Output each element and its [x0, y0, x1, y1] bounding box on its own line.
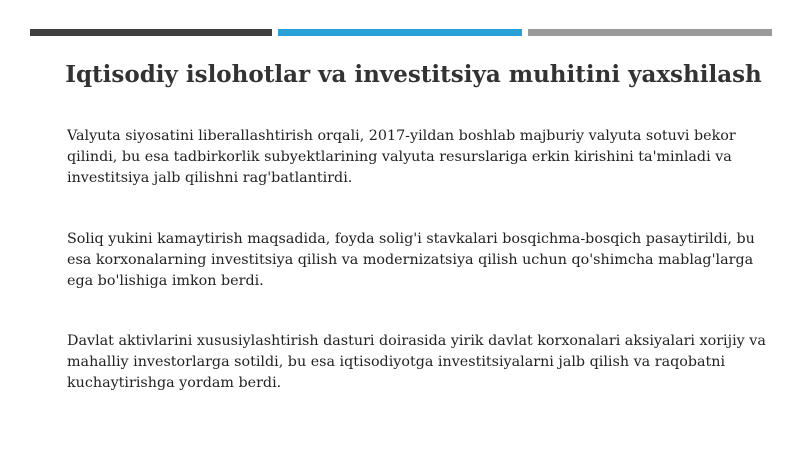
- paragraph-privatization: Davlat aktivlarini xususiylashtirish dasturi doirasida yirik davlat korxonalari aksiyalari xorijiy va mahalliy investorlarga sotildi, bu esa iqtisodiyotga investitsiyalarni jalb qilish va raqobatni kuchaytirishga yordam berdi.: [67, 333, 766, 391]
- top-accent-bar-gray: [528, 29, 772, 36]
- top-accent-bar-dark: [30, 29, 272, 36]
- paragraph-tax-burden: Soliq yukini kamaytirish maqsadida, foyda solig'i stavkalari bosqichma-bosqich pasaytirildi, bu esa korxonalarning investitsiya qilish va modernizatsiya qilish uchun qo'shimcha mablag'larga ega bo'lishiga imkon berdi.: [67, 231, 755, 289]
- paragraph-currency-policy: Valyuta siyosatini liberallashtirish orqali, 2017-yildan boshlab majburiy valyuta sotuvi bekor qilindi, bu esa tadbirkorlik subyektlarining valyuta resurslariga erkin kirishini ta'minladi va investitsiya jalb qilishni rag'batlantirdi.: [67, 128, 736, 186]
- slide-title: Iqtisodiy islohotlar va investitsiya muhitini yaxshilash: [65, 61, 762, 89]
- top-accent-bar-blue: [278, 29, 522, 36]
